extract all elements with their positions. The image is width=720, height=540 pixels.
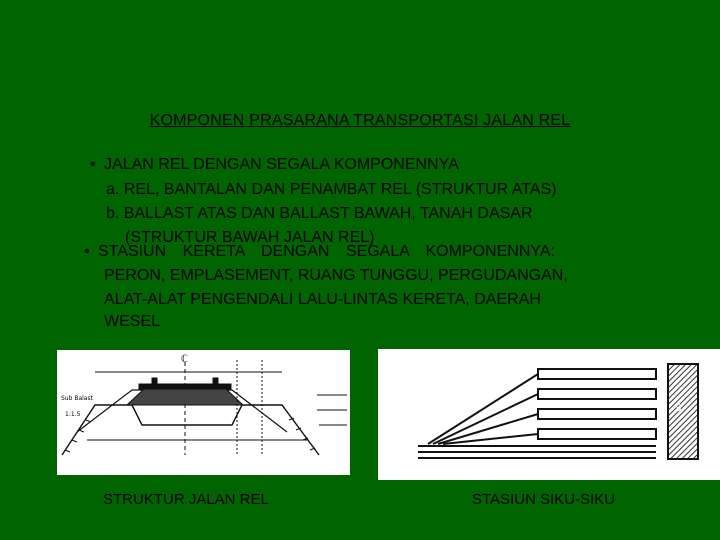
bullet-2-line-4: WESEL xyxy=(104,313,161,330)
bullet-item-1 xyxy=(90,156,459,174)
bullet-mark: • xyxy=(84,243,90,260)
slope-label: 1:1.5 xyxy=(65,411,81,418)
sub-item-a: a. REL, BANTALAN DAN PENAMBAT REL (STRUKTUR ATAS) xyxy=(106,181,557,198)
sub-item-b-cont: (STRUKTUR BAWAH JALAN REL) xyxy=(125,229,375,246)
track-structure-drawing xyxy=(57,350,350,475)
station-mark: S xyxy=(675,403,682,414)
bullet-2-line-2: PERON, EMPLASEMENT, RUANG TUNGGU, PERGUDANGAN, xyxy=(104,267,568,284)
bullet-mark: • xyxy=(90,156,96,173)
station-layout-image xyxy=(378,349,720,480)
bullet-2-line-3: ALAT-ALAT PENGENDALI LALU-LINTAS KERETA, DAERAH xyxy=(104,291,541,308)
bullet-text-1: JALAN REL DENGAN SEGALA KOMPONENNYA xyxy=(104,156,459,173)
track-cross-section-image xyxy=(57,350,350,475)
sub-item-b: b. BALLAST ATAS DAN BALLAST BAWAH, TANAH DASAR xyxy=(106,205,533,222)
slide-title: KOMPONEN PRASARANA TRANSPORTASI JALAN REL xyxy=(149,112,571,129)
caption-left: STRUKTUR JALAN REL xyxy=(103,491,269,508)
station-siku-drawing xyxy=(378,349,720,480)
bullet-item-2 xyxy=(84,243,555,261)
caption-right: STASIUN SIKU-SIKU xyxy=(472,491,616,508)
centerline-mark: ℂ xyxy=(181,354,188,365)
sub-ballast-label: Sub Balast xyxy=(61,395,93,402)
bullet-text-2: STASIUN KERETA DENGAN SEGALA KOMPONENNYA: xyxy=(98,243,555,260)
